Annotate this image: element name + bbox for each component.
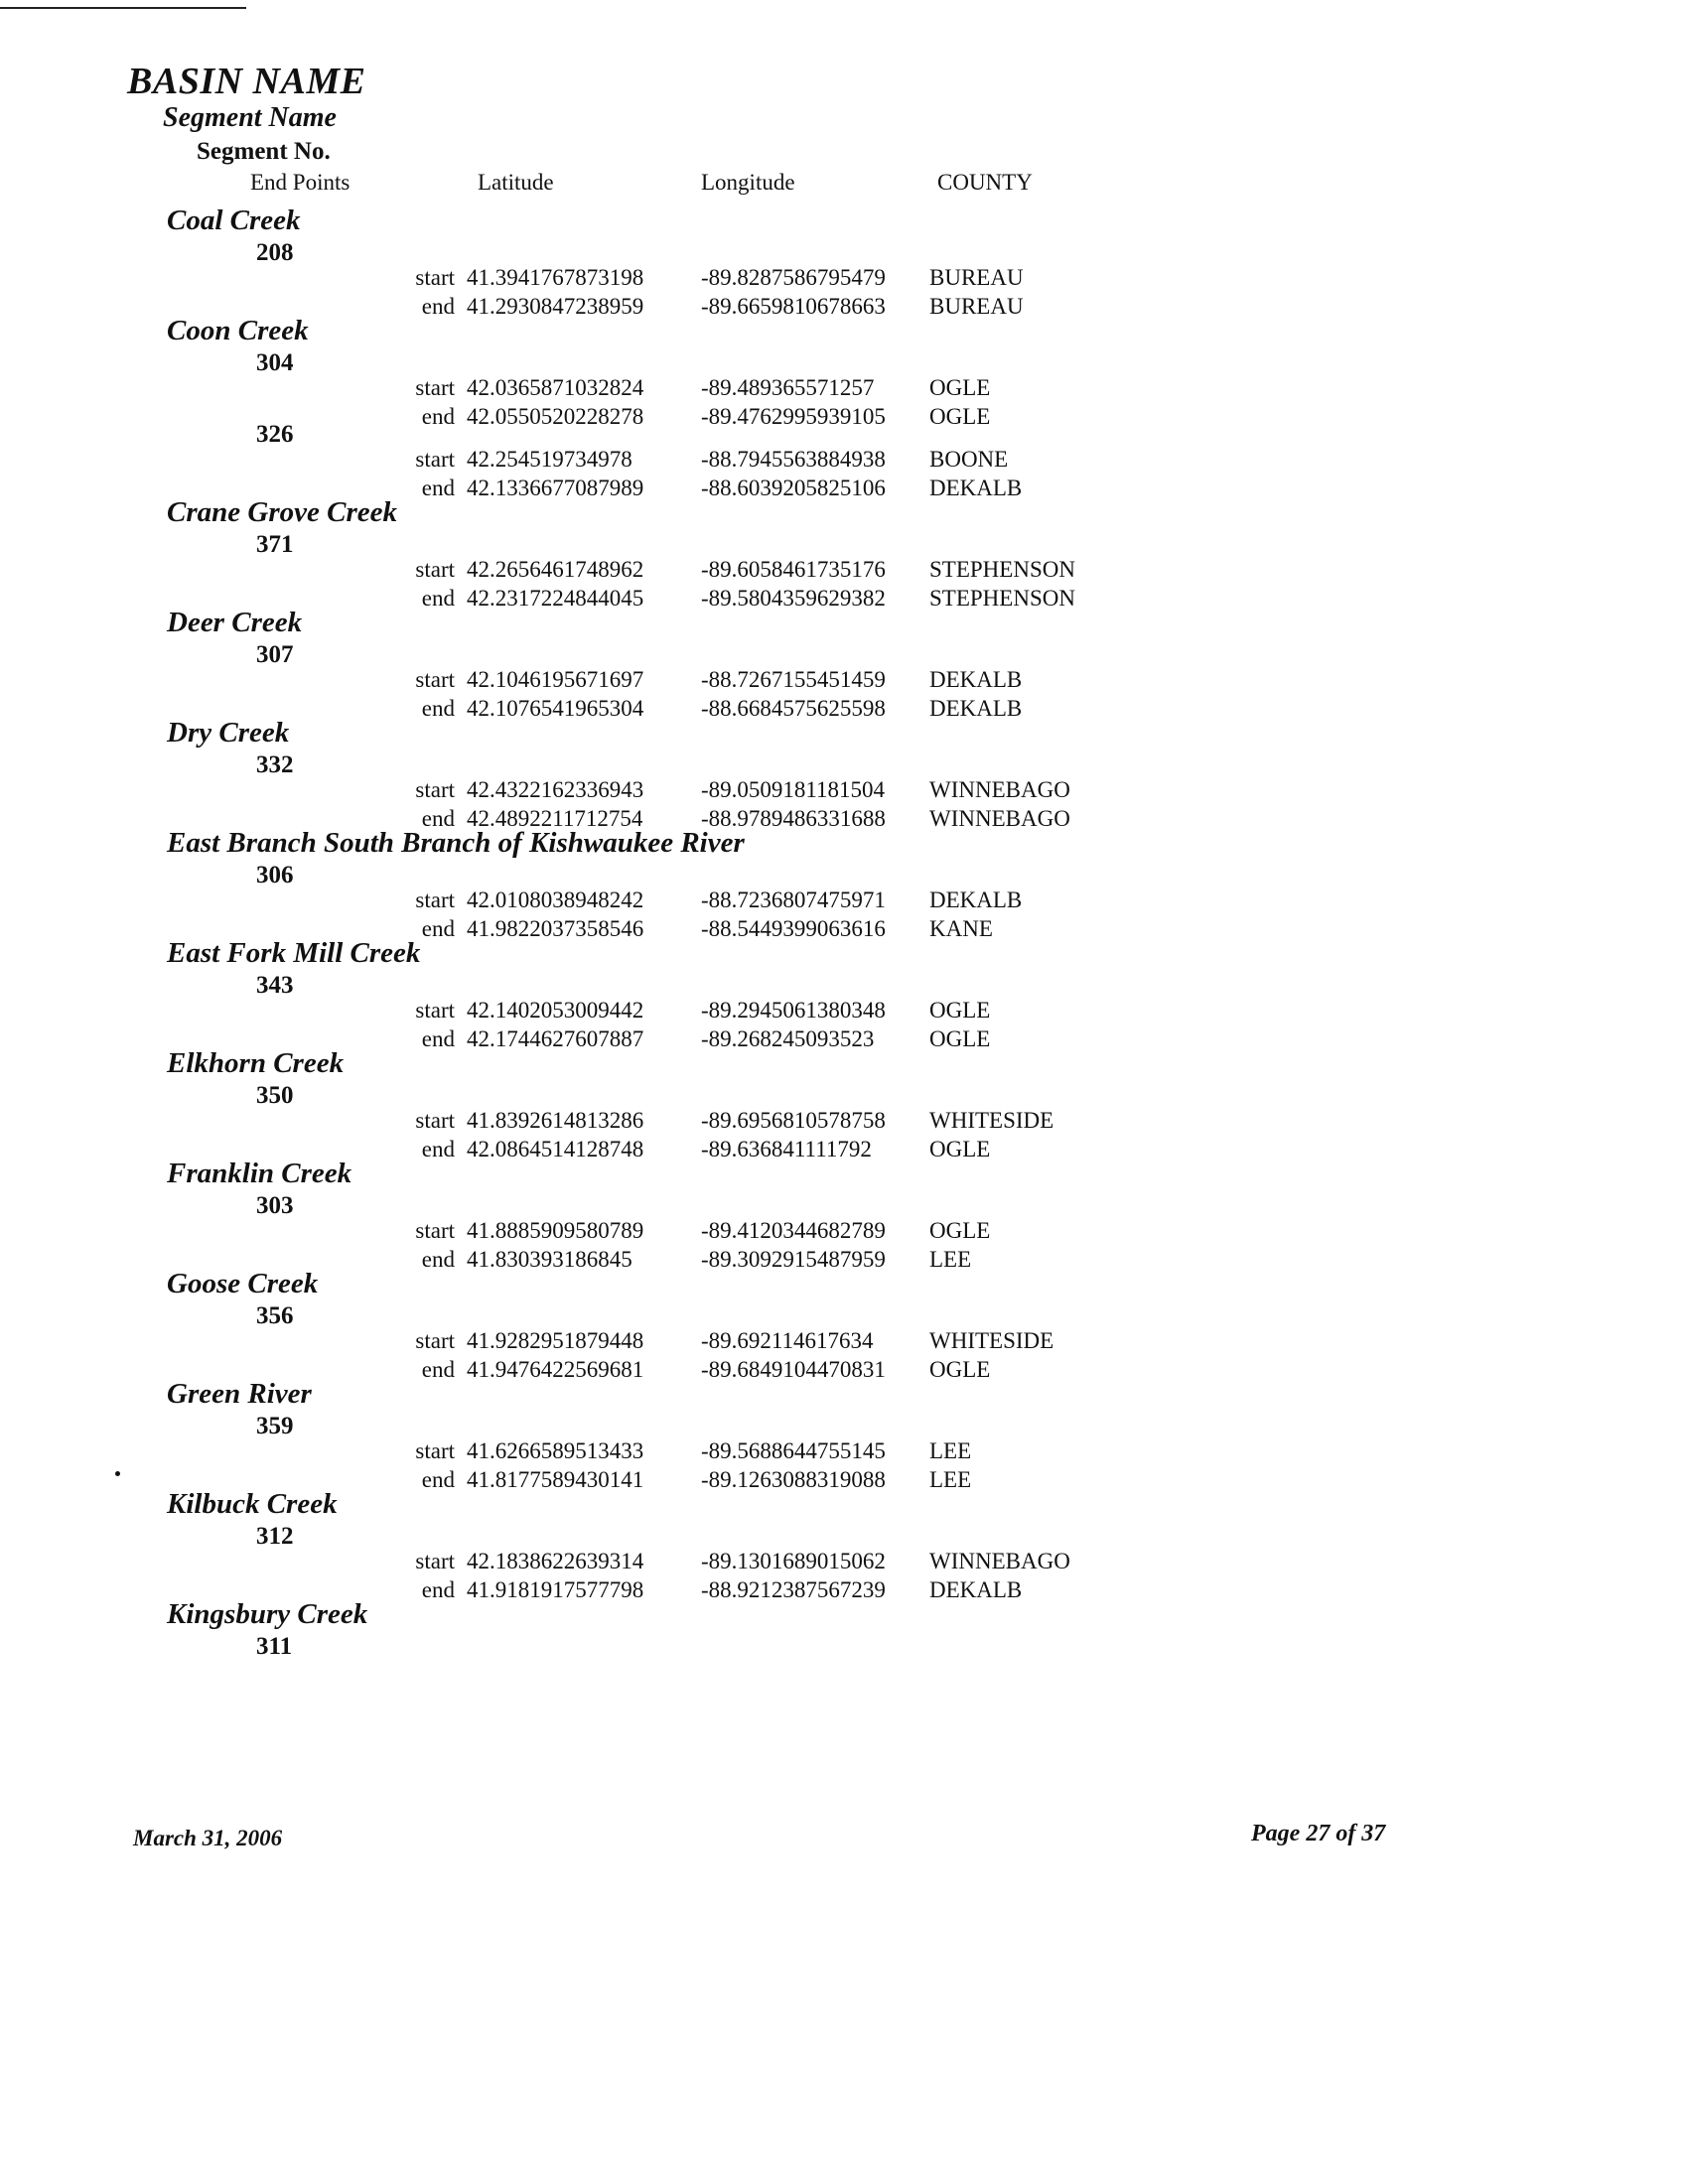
latitude-value: 42.1838622639314 [467, 1549, 644, 1573]
endpoint-type: end [421, 475, 455, 500]
endpoint-type: end [421, 1466, 455, 1492]
segment-number: 356 [256, 1302, 294, 1329]
segment-name: Kingsbury Creek [167, 1598, 368, 1630]
county-value: WINNEBAGO [929, 777, 1070, 802]
segment-block [0, 1598, 1684, 1660]
longitude-value: -89.3092915487959 [701, 1246, 886, 1272]
longitude-value: -89.692114617634 [701, 1328, 874, 1353]
segment-block [0, 827, 1684, 941]
endpoint-type: start [415, 887, 455, 912]
segment-name: Deer Creek [167, 607, 303, 638]
segment-block [0, 1488, 1684, 1602]
segment-block [0, 1268, 1684, 1382]
county-value: WINNEBAGO [929, 1549, 1070, 1573]
longitude-value: -89.5688644755145 [701, 1438, 886, 1463]
county-value: WHITESIDE [929, 1328, 1054, 1353]
segment-name: Crane Grove Creek [167, 496, 397, 528]
footer-page-number: Page 27 of 37 [1251, 1821, 1386, 1846]
county-value: OGLE [929, 1136, 991, 1161]
latitude-value: 41.9822037358546 [467, 915, 644, 941]
longitude-value: -89.1301689015062 [701, 1549, 886, 1573]
segment-number: 350 [256, 1082, 294, 1109]
latitude-value: 42.4322162336943 [467, 777, 644, 802]
county-value: DEKALB [929, 1576, 1023, 1602]
segment-name: Green River [167, 1378, 312, 1410]
endpoint-type: start [415, 1328, 455, 1353]
segment-number: 332 [256, 751, 294, 778]
endpoint-type: end [421, 915, 455, 941]
longitude-value: -88.9789486331688 [701, 805, 886, 831]
endpoint-type: end [421, 695, 455, 721]
segment-block [0, 1378, 1684, 1492]
endpoint-type: start [415, 1438, 455, 1463]
latitude-value: 42.0550520228278 [467, 403, 644, 429]
segment-name: East Fork Mill Creek [167, 937, 421, 969]
segment-number: 326 [256, 421, 294, 448]
segment-number: 303 [256, 1192, 294, 1219]
segment-name-header: Segment Name [163, 102, 337, 133]
county-value: LEE [929, 1438, 972, 1463]
endpoint-type: end [421, 1356, 455, 1382]
longitude-value: -89.6058461735176 [701, 557, 886, 582]
county-value: BUREAU [929, 265, 1024, 290]
segment-number: 304 [256, 349, 294, 376]
longitude-value: -89.489365571257 [701, 375, 875, 400]
latitude-header: Latitude [478, 170, 554, 195]
stray-mark [115, 1471, 120, 1476]
segment-block [0, 315, 1684, 500]
segment-name: Kilbuck Creek [167, 1488, 338, 1520]
segment-number: 306 [256, 862, 294, 888]
county-value: STEPHENSON [929, 557, 1075, 582]
segment-name: Franklin Creek [167, 1158, 352, 1189]
endpoint-type: end [421, 1576, 455, 1602]
footer-date: March 31, 2006 [133, 1826, 283, 1850]
longitude-value: -89.6849104470831 [701, 1356, 886, 1382]
county-value: DEKALB [929, 887, 1023, 912]
segment-number: 343 [256, 972, 294, 999]
county-value: OGLE [929, 375, 991, 400]
latitude-value: 42.2656461748962 [467, 557, 644, 582]
longitude-value: -89.2945061380348 [701, 998, 886, 1023]
endpoint-type: start [415, 1218, 455, 1243]
longitude-value: -89.0509181181504 [701, 777, 886, 802]
segment-name: East Branch South Branch of Kishwaukee River [167, 827, 745, 859]
county-header: COUNTY [937, 170, 1033, 195]
endpoint-type: start [415, 265, 455, 290]
longitude-value: -89.4762995939105 [701, 403, 886, 429]
endpoint-type: start [415, 998, 455, 1023]
latitude-value: 42.0108038948242 [467, 887, 644, 912]
endpoint-type: start [415, 667, 455, 692]
latitude-value: 41.2930847238959 [467, 293, 644, 319]
county-value: STEPHENSON [929, 585, 1075, 611]
latitude-value: 41.8885909580789 [467, 1218, 644, 1243]
endpoint-type: end [421, 1246, 455, 1272]
segment-name: Dry Creek [167, 717, 290, 749]
longitude-value: -88.9212387567239 [701, 1576, 886, 1602]
county-value: OGLE [929, 998, 991, 1023]
endpoint-type: start [415, 777, 455, 802]
endpoint-type: end [421, 1025, 455, 1051]
endpoint-type: end [421, 1136, 455, 1161]
endpoint-type: end [421, 403, 455, 429]
endpoint-type: start [415, 375, 455, 400]
latitude-value: 42.1744627607887 [467, 1025, 644, 1051]
county-value: LEE [929, 1246, 972, 1272]
county-value: DEKALB [929, 667, 1023, 692]
latitude-value: 41.9282951879448 [467, 1328, 644, 1353]
endpoint-type: start [415, 557, 455, 582]
segment-name: Goose Creek [167, 1268, 319, 1299]
segment-name: Coon Creek [167, 315, 309, 346]
latitude-value: 42.1076541965304 [467, 695, 644, 721]
longitude-value: -88.7267155451459 [701, 667, 886, 692]
longitude-value: -88.6684575625598 [701, 695, 886, 721]
endpoint-type: end [421, 585, 455, 611]
county-value: WHITESIDE [929, 1108, 1054, 1133]
segment-number: 208 [256, 239, 294, 266]
endpoint-type: start [415, 1549, 455, 1573]
latitude-value: 42.1046195671697 [467, 667, 644, 692]
longitude-value: -89.6659810678663 [701, 293, 886, 319]
latitude-value: 42.0864514128748 [467, 1136, 644, 1161]
latitude-value: 41.9476422569681 [467, 1356, 644, 1382]
segment-number: 307 [256, 641, 294, 668]
endpoint-type: start [415, 1108, 455, 1133]
longitude-value: -89.4120344682789 [701, 1218, 886, 1243]
basin-title: BASIN NAME [127, 61, 366, 102]
longitude-value: -89.636841111792 [701, 1136, 872, 1161]
longitude-value: -88.7945563884938 [701, 447, 886, 472]
segment-number: 371 [256, 531, 294, 558]
county-value: OGLE [929, 403, 991, 429]
longitude-value: -88.5449399063616 [701, 915, 886, 941]
latitude-value: 41.6266589513433 [467, 1438, 644, 1463]
segment-no-header: Segment No. [197, 138, 331, 165]
county-value: DEKALB [929, 695, 1023, 721]
endpoint-type: end [421, 805, 455, 831]
latitude-value: 42.2317224844045 [467, 585, 644, 611]
latitude-value: 41.830393186845 [467, 1246, 632, 1272]
segment-block [0, 1158, 1684, 1272]
latitude-value: 41.8392614813286 [467, 1108, 644, 1133]
segment-number: 359 [256, 1413, 294, 1439]
segment-number: 311 [256, 1633, 293, 1660]
county-value: BOONE [929, 447, 1009, 472]
latitude-value: 41.3941767873198 [467, 265, 644, 290]
county-value: BUREAU [929, 293, 1024, 319]
top-rule [0, 7, 246, 9]
segment-block [0, 717, 1684, 831]
county-value: LEE [929, 1466, 972, 1492]
end-points-header: End Points [250, 170, 351, 195]
segment-block [0, 496, 1684, 611]
latitude-value: 42.1402053009442 [467, 998, 644, 1023]
county-value: OGLE [929, 1025, 991, 1051]
county-value: OGLE [929, 1356, 991, 1382]
endpoint-type: start [415, 447, 455, 472]
longitude-value: -89.5804359629382 [701, 585, 886, 611]
segment-block [0, 937, 1684, 1051]
segment-block [0, 607, 1684, 721]
segment-name: Coal Creek [167, 205, 301, 236]
segment-number: 312 [256, 1523, 294, 1550]
endpoint-type: end [421, 293, 455, 319]
county-value: KANE [929, 915, 993, 941]
segment-name: Elkhorn Creek [167, 1047, 345, 1079]
longitude-value: -89.8287586795479 [701, 265, 886, 290]
latitude-value: 42.254519734978 [467, 447, 632, 472]
longitude-value: -88.7236807475971 [701, 887, 886, 912]
county-value: WINNEBAGO [929, 805, 1070, 831]
latitude-value: 42.1336677087989 [467, 475, 644, 500]
longitude-header: Longitude [701, 170, 795, 195]
longitude-value: -89.1263088319088 [701, 1466, 886, 1492]
longitude-value: -88.6039205825106 [701, 475, 886, 500]
longitude-value: -89.6956810578758 [701, 1108, 886, 1133]
latitude-value: 42.4892211712754 [467, 805, 643, 831]
longitude-value: -89.268245093523 [701, 1025, 875, 1051]
county-value: OGLE [929, 1218, 991, 1243]
latitude-value: 41.8177589430141 [467, 1466, 644, 1492]
segment-block [0, 1047, 1684, 1161]
latitude-value: 41.9181917577798 [467, 1576, 644, 1602]
latitude-value: 42.0365871032824 [467, 375, 644, 400]
county-value: DEKALB [929, 475, 1023, 500]
